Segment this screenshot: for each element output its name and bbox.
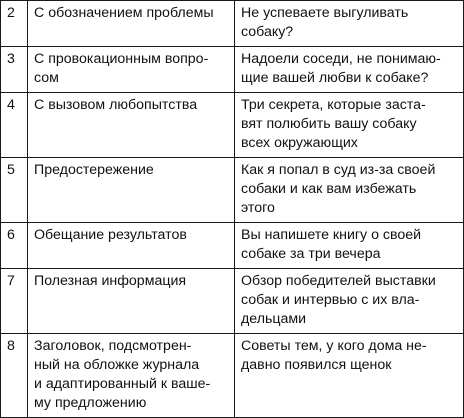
headline-type-cell: С обозначением проблемы bbox=[28, 1, 235, 47]
headline-type-cell: Предостережение bbox=[28, 158, 235, 223]
row-number-cell: 6 bbox=[1, 223, 28, 269]
headline-example-cell: Вы напишете книгу о своей собаке за три вечера bbox=[235, 223, 464, 269]
row-number-cell: 2 bbox=[1, 1, 28, 47]
row-number-cell: 3 bbox=[1, 47, 28, 93]
headline-type-cell: Обещание результатов bbox=[28, 223, 235, 269]
headline-example-cell: Три секрета, которые заста- вят полюбить вашу собаку всех окружающих bbox=[235, 93, 464, 158]
row-number-cell: 8 bbox=[1, 334, 28, 418]
table-row bbox=[1, 269, 464, 334]
table-row bbox=[1, 223, 464, 269]
table-row bbox=[1, 334, 464, 418]
headline-type-cell: Полезная информация bbox=[28, 269, 235, 334]
headline-example-cell: Как я попал в суд из-за своей собаки и как вам избежать этого bbox=[235, 158, 464, 223]
table-row bbox=[1, 47, 464, 93]
row-number-cell: 5 bbox=[1, 158, 28, 223]
headline-type-cell: Заголовок, подсмотрен- ный на обложке журнала и адаптированный к ваше- му предложению bbox=[28, 334, 235, 418]
headline-example-cell: Надоели соседи, не понимаю- щие вашей любви к собаке? bbox=[235, 47, 464, 93]
table-row bbox=[1, 158, 464, 223]
headline-type-cell: С вызовом любопытства bbox=[28, 93, 235, 158]
table-row bbox=[1, 1, 464, 47]
headline-type-cell: С провокационным вопро- сом bbox=[28, 47, 235, 93]
headline-example-cell: Советы тем, у кого дома не- давно появился щенок bbox=[235, 334, 464, 418]
table-row bbox=[1, 93, 464, 158]
row-number-cell: 7 bbox=[1, 269, 28, 334]
headline-example-cell: Обзор победителей выставки собак и интервью с их вла- дельцами bbox=[235, 269, 464, 334]
row-number-cell: 4 bbox=[1, 93, 28, 158]
headline-example-cell: Не успеваете выгуливать собаку? bbox=[235, 1, 464, 47]
